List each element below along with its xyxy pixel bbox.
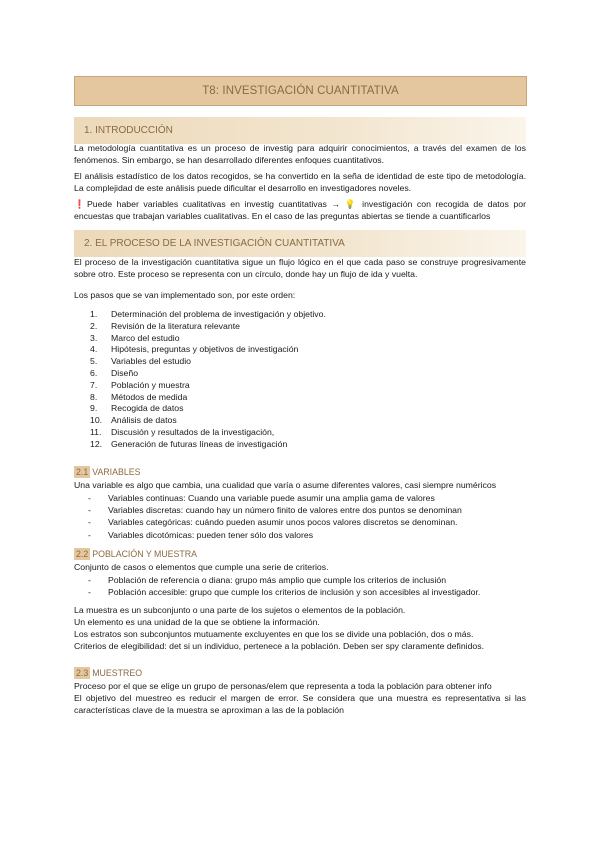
- poblacion-list: [88, 574, 518, 598]
- list-item: 1. Determinación del problema de investigación y objetivo.: [90, 309, 326, 319]
- subsection-heading-poblacion: 2.2 POBLACIÓN Y MUESTRA: [76, 549, 198, 559]
- list-item: 5. Variables del estudio: [90, 356, 192, 367]
- muestra-line-4: Criterios de elegibilidad: det si un individuo, pertenece a la población. Deben ser spy claramente definidos.: [74, 641, 485, 651]
- list-item: 11. Discusión y resultados de la investigación,: [90, 426, 275, 437]
- intro-paragraph-2: El análisis estadístico de los datos recogidos, se ha convertido en la seña de identidad de este tipo de metodología. La complejidad de este análisis puede dificultar el desarrollo en investigadores noveles.: [74, 171, 526, 193]
- list-item: - Población accesible: grupo que cumple los criterios de inclusión y son accesibles al investigador.: [88, 587, 481, 598]
- variables-list: [88, 492, 518, 541]
- section-heading-introduccion: 1. INTRODUCCIÓN: [74, 117, 526, 144]
- list-item: 9. Recogida de datos: [90, 403, 184, 414]
- poblacion-intro: Conjunto de casos o elementos que cumple una serie de criterios.: [74, 562, 329, 572]
- list-item: 7. Población y muestra: [90, 379, 190, 390]
- list-item: 2. Revisión de la literatura relevante: [90, 320, 240, 331]
- list-item: 3. Marco del estudio: [90, 332, 180, 343]
- list-item: - Variables categóricas: cuándo pueden asumir unos pocos valores discretos se denominan.: [88, 517, 458, 528]
- list-item: 4. Hipótesis, preguntas y objetivos de investigación: [90, 344, 299, 355]
- variables-intro: Una variable es algo que cambia, una cualidad que varía o asume diferentes valores, casi siempre numéricos: [74, 480, 497, 490]
- proceso-paragraph-2: Los pasos que se van implementado son, por este orden:: [74, 290, 296, 300]
- list-item: - Variables continuas: Cuando una variable puede asumir una amplia gama de valores: [88, 493, 435, 503]
- subsection-heading-variables: 2.1 VARIABLES: [76, 467, 141, 477]
- list-item: 12. Generación de futuras líneas de investigación: [90, 438, 288, 449]
- list-item: 6. Diseño: [90, 367, 139, 378]
- list-item: 10. Análisis de datos: [90, 415, 177, 426]
- intro-paragraph-3: ❗Puede haber variables cualitativas en investig cuantitativas → 💡 investigación con recogida de datos por encuestas que trabajan variables cualitativas. En el caso de las preguntas abiertas se tiende a cuantificarlos: [74, 199, 526, 221]
- list-item: - Variables dicotómicas: pueden tener sólo dos valores: [88, 529, 314, 540]
- muestra-line-1: La muestra es un subconjunto o una parte de los sujetos o elementos de la población.: [74, 605, 406, 615]
- steps-list: [90, 309, 510, 451]
- list-item: - Población de referencia o diana: grupo más amplio que cumple los criterios de inclusión: [88, 575, 447, 585]
- section-heading-proceso: 2. EL PROCESO DE LA INVESTIGACIÓN CUANTITATIVA: [74, 230, 526, 257]
- proceso-paragraph-1: El proceso de la investigación cuantitativa sigue un flujo lógico en el que cada paso se construye progresivamente sobre otro. Este proceso se representa con un círculo, donde hay un flujo de ida y vuelta.: [74, 257, 526, 279]
- exclamation-icon: ❗: [74, 199, 87, 209]
- muestreo-line-2: El objetivo del muestreo es reducir el margen de error. Se considera que una muestra es representativa si las características clave de la muestra se aproximan a las de la población: [74, 693, 526, 715]
- muestra-line-2: Un elemento es una unidad de la que se obtiene la información.: [74, 617, 320, 627]
- subsection-heading-muestreo: 2.3 MUESTREO: [76, 668, 143, 678]
- document-title: T8: INVESTIGACIÓN CUANTITATIVA: [74, 76, 527, 106]
- list-item: 8. Métodos de medida: [90, 391, 188, 402]
- list-item: - Variables discretas: cuando hay un número finito de valores entre dos puntos se denominan: [88, 505, 462, 516]
- intro-paragraph-1: La metodología cuantitativa es un proceso de investig para adquirir conocimientos, a través del examen de los fenómenos. Sin embargo, se han desarrollado diferentes enfoques cuantitativos.: [74, 143, 526, 165]
- muestra-line-3: Los estratos son subconjuntos mutuamente excluyentes en que los se divide una población, dos o más.: [74, 629, 474, 639]
- muestreo-line-1: Proceso por el que se elige un grupo de personas/elem que representa a toda la población para obtener info: [74, 681, 492, 691]
- lightbulb-icon: 💡: [344, 199, 358, 209]
